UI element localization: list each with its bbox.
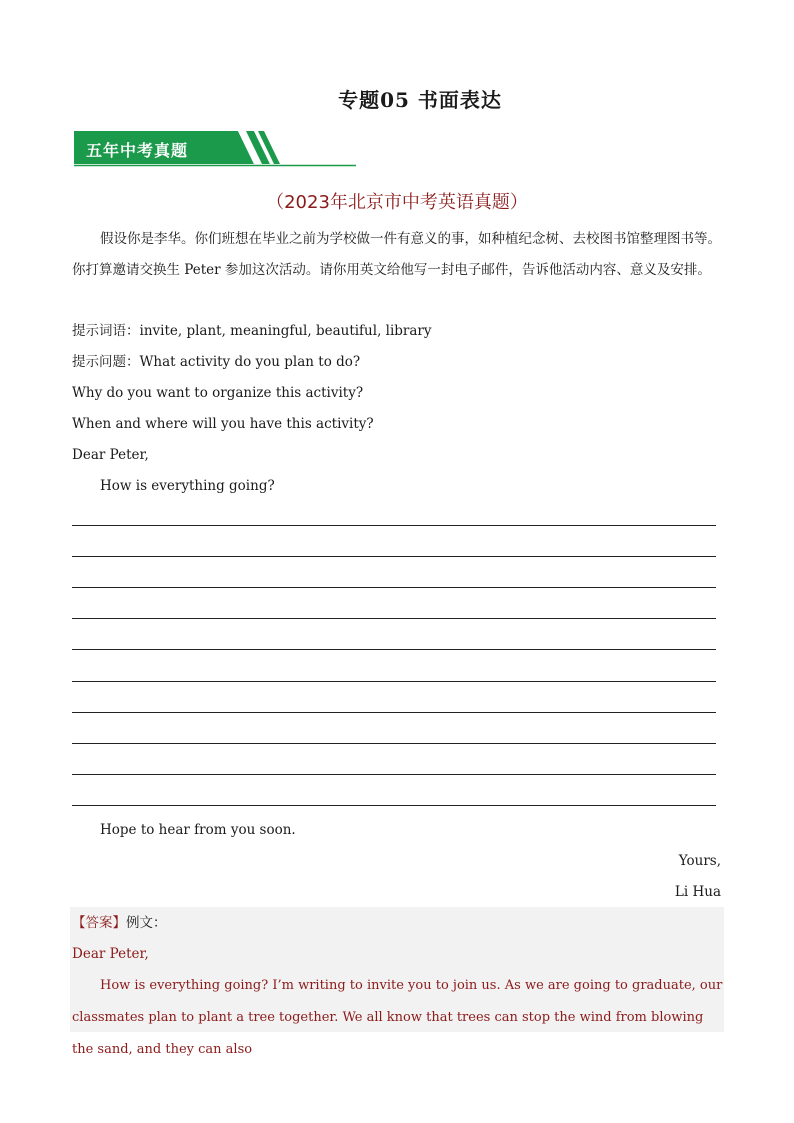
answer-greeting: Dear Peter, — [72, 946, 149, 962]
hint-question-1: 提示问题：What activity do you plan to do? — [72, 354, 361, 370]
writing-line — [72, 805, 716, 806]
letter-closing: Hope to hear from you soon. — [100, 822, 296, 838]
letter-opening: How is everything going? — [100, 478, 275, 494]
writing-line — [72, 556, 716, 557]
writing-line — [72, 618, 716, 619]
letter-signature: Li Hua — [674, 884, 721, 900]
task-prompt: 假设你是李华。你们班想在毕业之前为学校做一件有意义的事，如种植纪念树、去校图书馆整理图书等。你打算邀请交换生 Peter 参加这次活动。请你用英文给他写一封电子邮件，告诉他活动内容、意义及安排。 — [72, 231, 721, 278]
answer-body: How is everything going? I’m writing to invite you to join us. As we are going to graduate, our classmates plan to plant a tree together. We all know that trees can stop the wind from blowing the sand, and they can also — [72, 978, 723, 1057]
exam-source: （2023年北京市中考英语真题） — [266, 192, 528, 213]
answer-label-suffix: 例文： — [126, 915, 167, 931]
hint-words: 提示词语：invite, plant, meaningful, beautiful, library — [72, 323, 432, 339]
answer-heading — [72, 908, 724, 939]
hint-question-3: When and where will you have this activity? — [72, 416, 374, 432]
letter-greeting: Dear Peter, — [72, 447, 149, 463]
section-banner-label: 五年中考真题 — [86, 141, 189, 160]
page-title: 专题05 书面表达 — [338, 88, 502, 112]
writing-line — [72, 525, 716, 526]
hint-question-2: Why do you want to organize this activity? — [72, 385, 364, 401]
writing-line — [72, 743, 716, 744]
writing-line — [72, 649, 716, 650]
letter-signoff: Yours, — [678, 853, 721, 869]
answer-label: 【答案】 — [72, 915, 126, 931]
writing-line — [72, 587, 716, 588]
writing-line — [72, 712, 716, 713]
writing-line — [72, 774, 716, 775]
writing-line — [72, 681, 716, 682]
